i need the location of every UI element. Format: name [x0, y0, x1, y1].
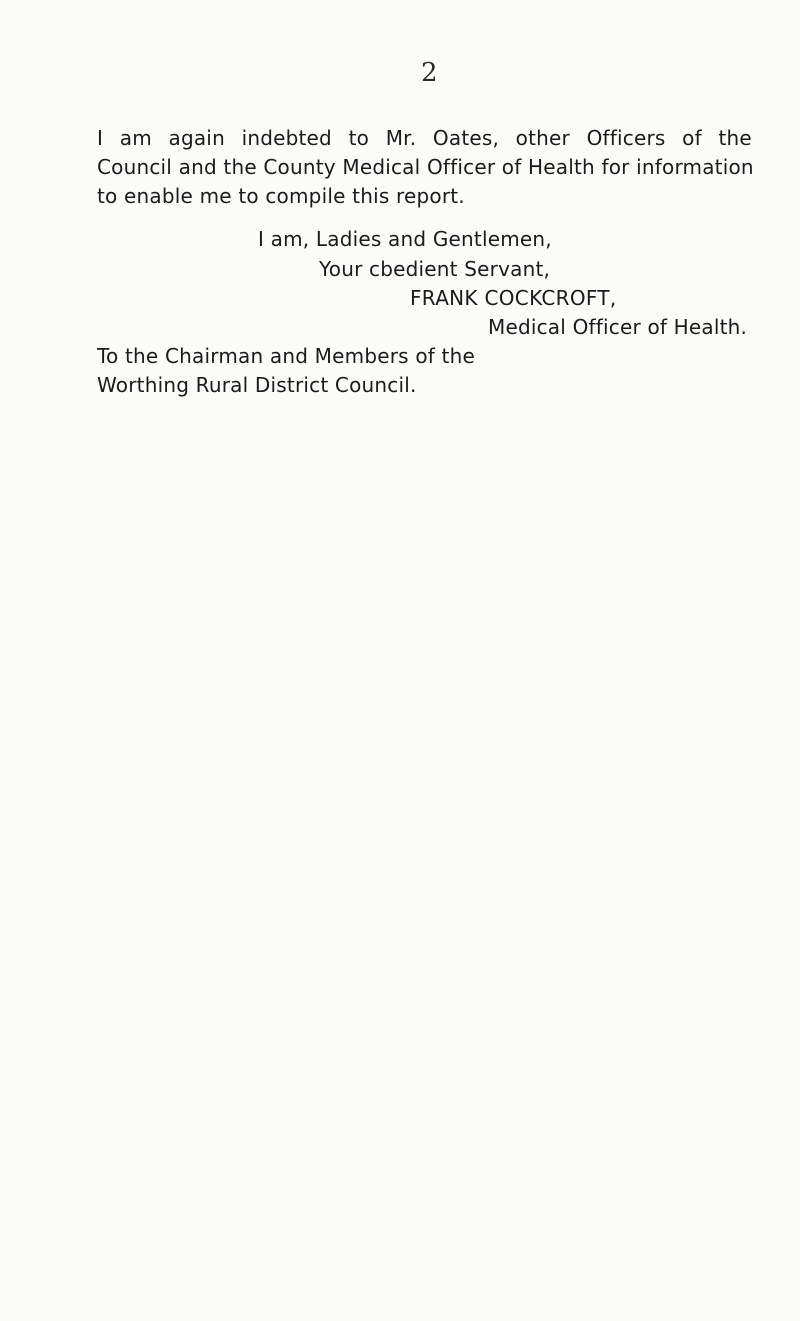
paragraph-word: am [119, 126, 152, 150]
paragraph-word: the [718, 126, 752, 150]
paragraph-word: again [168, 126, 225, 150]
paragraph-line-2: Council and the County Medical Officer of Health for information [97, 155, 754, 179]
addressee-block [97, 342, 475, 400]
paragraph-word: other [515, 126, 570, 150]
paragraph-word: indebted [241, 126, 332, 150]
addressee-line-1: To the Chairman and Members of the [97, 344, 475, 368]
body-paragraph [97, 124, 752, 211]
paragraph-word: I [97, 126, 104, 150]
paragraph-line-3: to enable me to compile this report. [97, 184, 465, 208]
closing-signoff: Your cbedient Servant, [319, 257, 551, 281]
paragraph-word: Officers [586, 126, 666, 150]
paragraph-word: to [348, 126, 370, 150]
page-number: 2 [421, 58, 438, 88]
signatory-name: FRANK COCKCROFT, [410, 286, 617, 310]
closing-salutation: I am, Ladies and Gentlemen, [258, 227, 552, 251]
addressee-line-2: Worthing Rural District Council. [97, 373, 417, 397]
paragraph-word: Mr. [385, 126, 417, 150]
paragraph-word: of [682, 126, 702, 150]
signatory-title: Medical Officer of Health. [488, 315, 748, 339]
paragraph-word: Oates, [432, 126, 500, 150]
paragraph-line-1 [97, 124, 752, 153]
